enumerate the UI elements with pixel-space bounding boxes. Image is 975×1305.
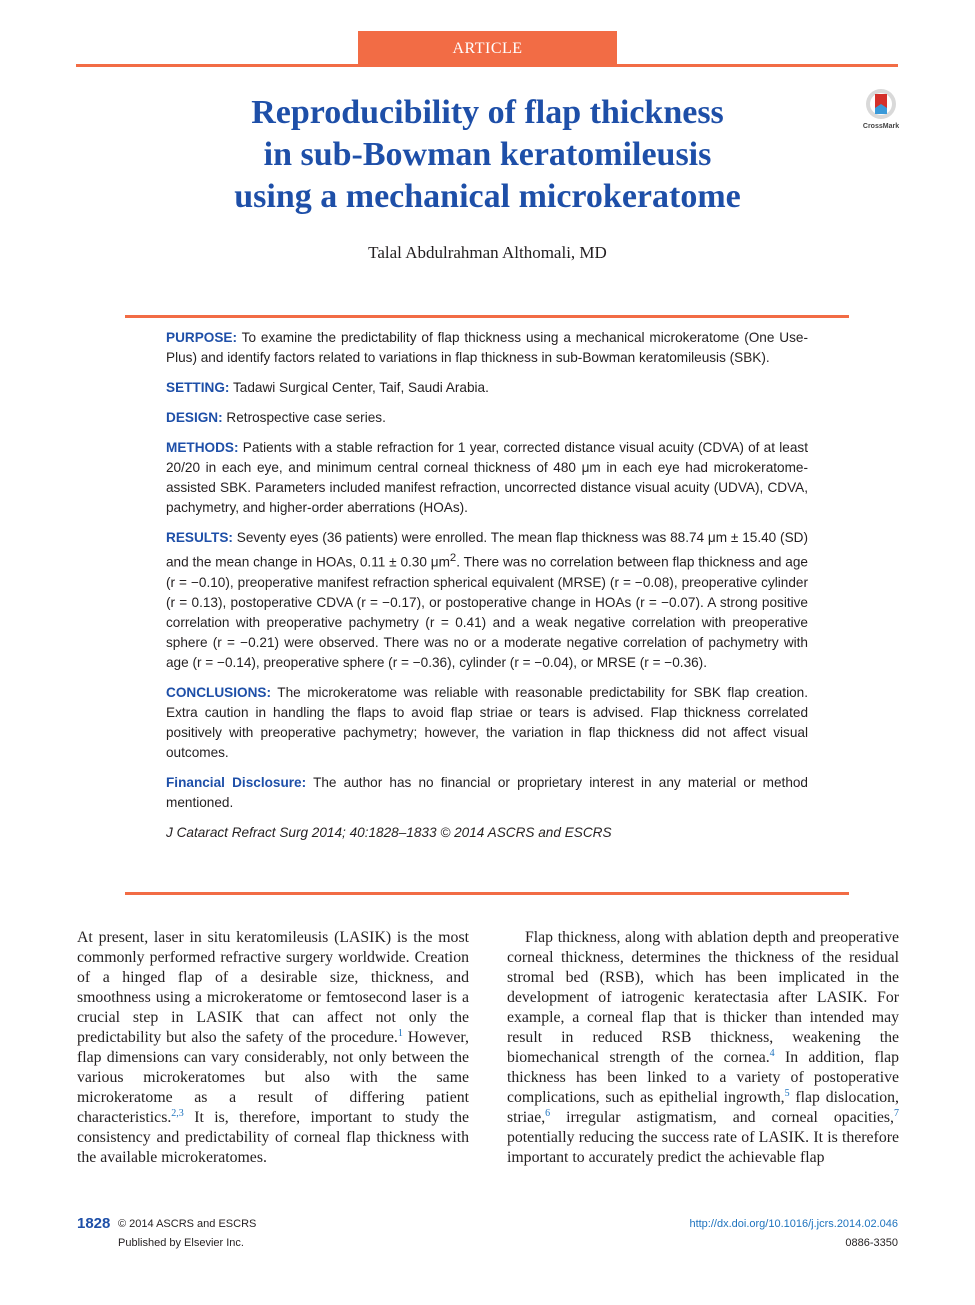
results-superscript: 2: [449, 552, 457, 564]
conclusions-text: The microkeratome was reliable with reasonable predictability for SBK flap creation. Extra caution in handling the flaps to avoid flap striae or tears is advised. Flap thickness correlated positively with preoperative pachymetry; however, the variation in flap thickness did not affect visual outcomes.: [166, 684, 808, 760]
left-text-b: However, flap dimensions can vary considerably, not only between the various microkeratomes but also with the same microkeratome as a result of differing patient characteristics.: [77, 1029, 469, 1126]
abstract: [166, 328, 808, 853]
reference-link-6[interactable]: 6: [545, 1108, 551, 1119]
crossmark-icon: [865, 88, 897, 120]
body-column-left: [77, 928, 469, 1168]
conclusions-label: CONCLUSIONS:: [166, 684, 271, 700]
results-text-a: Seventy eyes (36 patients) were enrolled. The mean flap thickness was 88.74 μm ± 15.40 (SD) and the mean change in HOAs, 0.11 ± 0.30 μm: [166, 530, 808, 570]
right-text-a: Flap thickness, along with ablation depth and preoperative corneal thickness, determines the thickness of the residual stromal bed (RSB), which has been implicated in the development of iatrogenic keratectasia after LASIK. For example, a corneal flap that is thicker than intended may result in reduced RSB thickness, weakening the biomechanical strength of the cornea.: [507, 929, 899, 1066]
purpose-label: PURPOSE:: [166, 330, 238, 345]
journal-citation: J Cataract Refract Surg 2014; 40:1828–1833 © 2014 ASCRS and ESCRS: [166, 824, 612, 840]
right-text-e: potentially reducing the success rate of LASIK. It is therefore important to accurately predict the achievable flap: [507, 1129, 899, 1166]
footer-issn: 0886-3350: [845, 1237, 898, 1249]
disclosure-label: Financial Disclosure:: [166, 774, 307, 790]
header-rule: [76, 64, 898, 67]
results-text-b: . There was no correlation between flap thickness and age (r = −0.10), preoperative manifest refraction spherical equivalent (MRSE) (r = −0.08), preoperative cylinder (r = 0.13), postoperative CDVA (r = −0.17), or postoperative change in HOAs (r = −0.07). A strong positive correlation with preoperative pachymetry (r = 0.41) and a weak negative correlation with preoperative sphere (r = −0.21) were observed. There was no or a moderate negative correlation of pachymetry with age (r = −0.14), preoperative sphere (r = −0.36), cylinder (r = −0.04), or MRSE (r = −0.36).: [166, 554, 808, 670]
page-number: 1828: [77, 1215, 111, 1232]
methods-label: METHODS:: [166, 440, 239, 455]
left-text-a: At present, laser in situ keratomileusis (LASIK) is the most commonly performed refractive surgery worldwide. Creation of a hinged flap of a desirable size, thickness, and smoothness using a microkeratome or femtosecond laser is a crucial step in LASIK that can affect not only the predictability but also the safety of the procedure.: [77, 929, 469, 1046]
design-text: Retrospective case series.: [222, 410, 386, 425]
abstract-bottom-rule: [125, 892, 849, 895]
methods-text: Patients with a stable refraction for 1 year, corrected distance visual acuity (CDVA) of at least 20/20 in each eye, and minimum central corneal thickness of 480 μm in each eye had microkeratome-assisted SBK. Parameters included manifest refraction, uncorrected distance visual acuity (UDVA), CDVA, pachymetry, and higher-order aberrations (HOAs).: [166, 440, 808, 515]
footer-copyright: © 2014 ASCRS and ESCRS: [118, 1218, 257, 1230]
right-text-b: In addition, flap thickness has been linked to a variety of postoperative complications, such as epithelial ingrowth,: [507, 1049, 899, 1106]
abstract-setting: [166, 378, 808, 398]
right-text-d: irregular astigmatism, and corneal opacities,: [550, 1109, 894, 1126]
doi-link[interactable]: http://dx.doi.org/10.1016/j.jcrs.2014.02.046: [689, 1218, 898, 1230]
abstract-disclosure: [166, 773, 808, 813]
design-label: DESIGN:: [166, 410, 223, 425]
footer-publisher: Published by Elsevier Inc.: [118, 1237, 244, 1249]
abstract-top-rule: [125, 315, 849, 318]
abstract-results: [166, 528, 808, 673]
left-text-c: It is, therefore, important to study the consistency and predictability of corneal flap thickness with the available microkeratomes.: [77, 1109, 469, 1166]
abstract-methods: [166, 438, 808, 518]
abstract-conclusions: [166, 683, 808, 763]
right-text-c: flap dislocation, striae,: [507, 1089, 899, 1126]
crossmark-badge[interactable]: [862, 88, 900, 128]
reference-link-4[interactable]: 4: [769, 1048, 775, 1059]
disclosure-text: The author has no financial or proprietary interest in any material or method mentioned.: [166, 774, 808, 810]
article-type-tag: ARTICLE: [358, 31, 617, 66]
abstract-purpose: [166, 328, 808, 368]
body-column-right: [507, 928, 899, 1168]
intro-paragraph: [77, 928, 469, 1168]
setting-label: SETTING:: [166, 380, 230, 395]
results-label: RESULTS:: [166, 530, 233, 545]
title-line-3: using a mechanical microkeratome: [234, 178, 741, 215]
reference-link-2-3[interactable]: 2,3: [171, 1108, 184, 1119]
crossmark-label: CrossMark: [862, 123, 900, 130]
purpose-text: To examine the predictability of flap thickness using a mechanical microkeratome (One Use-Plus) and identify factors related to variations in flap thickness in sub-Bowman keratomileusis (SBK).: [166, 330, 808, 365]
title-line-2: in sub-Bowman keratomileusis: [263, 136, 712, 173]
reference-link-7[interactable]: 7: [894, 1108, 899, 1119]
abstract-design: [166, 408, 808, 428]
article-title: [100, 92, 875, 218]
author-name: Talal Abdulrahman Althomali, MD: [368, 243, 607, 262]
reference-link-5[interactable]: 5: [784, 1088, 790, 1099]
setting-text: Tadawi Surgical Center, Taif, Saudi Arabia.: [229, 380, 489, 395]
flap-thickness-paragraph: [507, 928, 899, 1168]
reference-link-1[interactable]: 1: [397, 1028, 403, 1039]
title-line-1: Reproducibility of flap thickness: [251, 94, 724, 131]
